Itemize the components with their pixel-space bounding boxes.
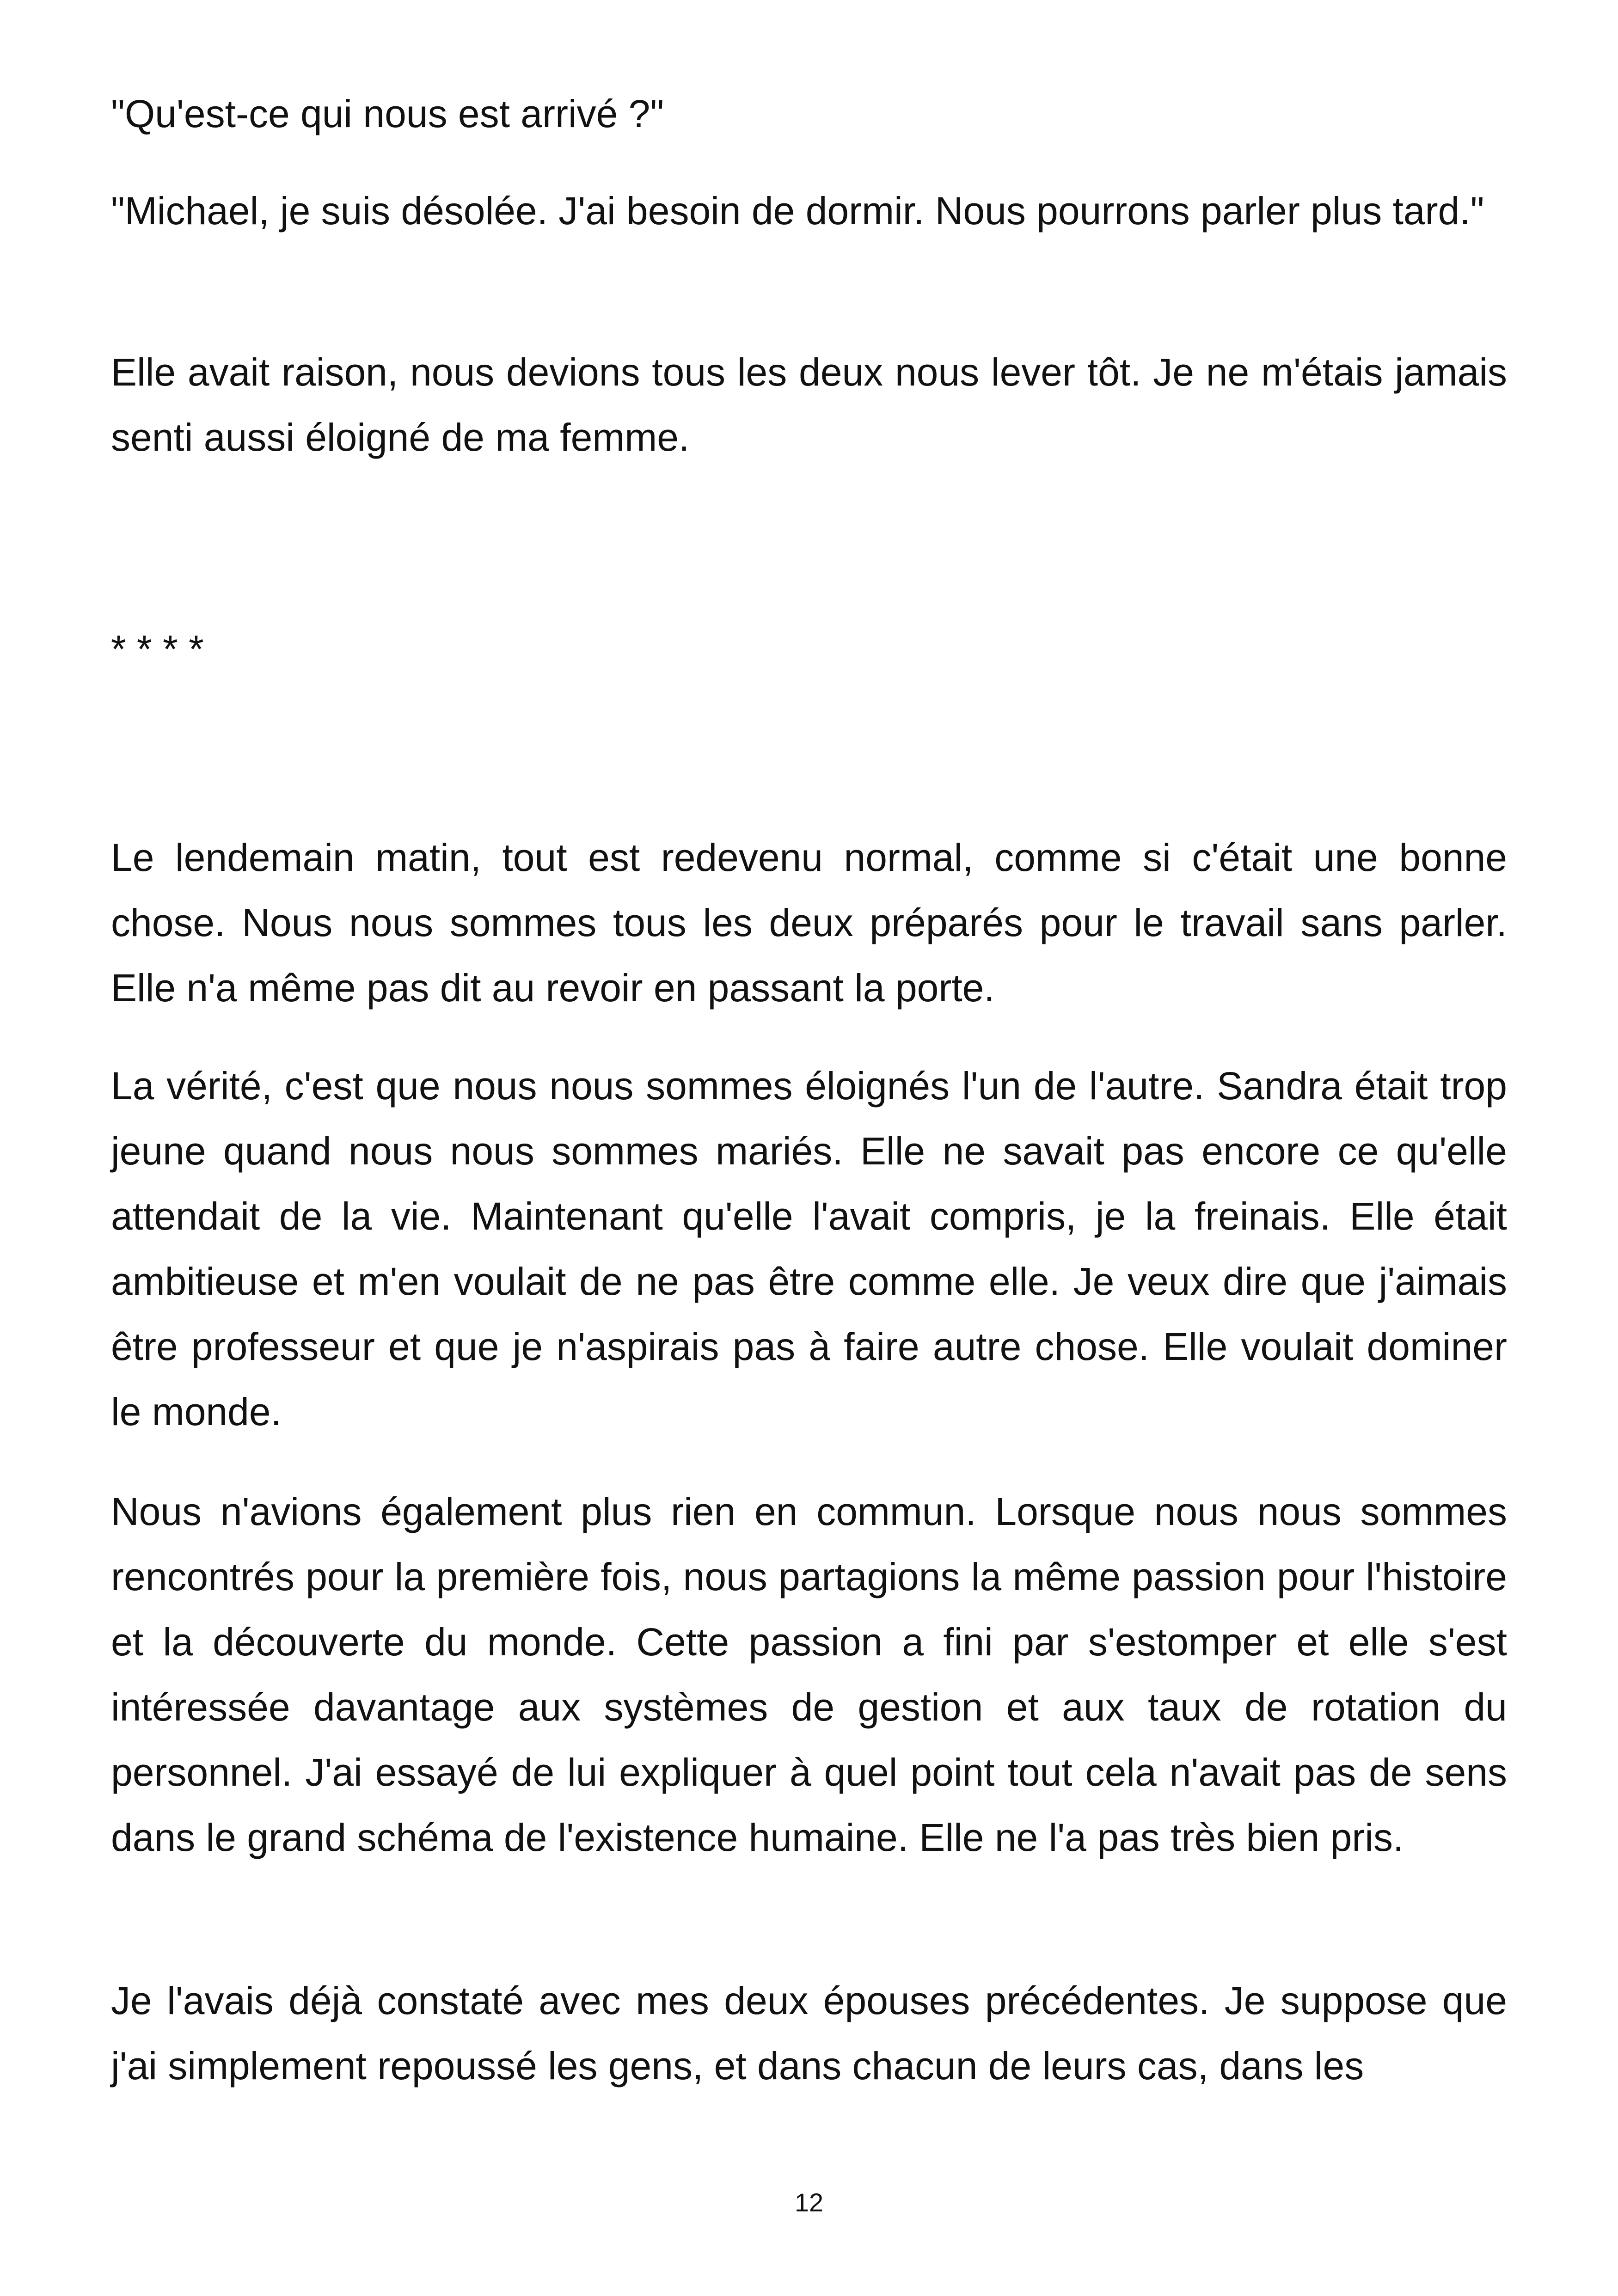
paragraph: Le lendemain matin, tout est redevenu normal, comme si c'était une bonne chose. Nous nous sommes tous les deux préparés pour le travail sans parler. Elle n'a même pas dit au revoir en passant la porte. [111, 836, 1507, 1010]
section-separator: * * * * [111, 627, 204, 671]
paragraph: Nous n'avions également plus rien en commun. Lorsque nous nous sommes rencontrés pour la première fois, nous partagions la même passion pour l'histoire et la découverte du monde. Cette passion a fini par s'estomper et elle s'est intéressée davantage aux systèmes de gestion et aux taux de rotation du personnel. J'ai essayé de lui expliquer à quel point tout cela n'avait pas de sens dans le grand schéma de l'existence humaine. Elle ne l'a pas très bien pris. [111, 1490, 1507, 1859]
paragraph: "Michael, je suis désolée. J'ai besoin de dormir. Nous pourrons parler plus tard." [111, 189, 1484, 233]
paragraph: "Qu'est-ce qui nous est arrivé ?" [111, 92, 664, 135]
page-number: 12 [794, 2188, 824, 2217]
paragraph: La vérité, c'est que nous nous sommes éloignés l'un de l'autre. Sandra était trop jeune quand nous nous sommes mariés. Elle ne savait pas encore ce qu'elle attendait de la vie. Maintenant qu'elle l'avait compris, je la freinais. Elle était ambitieuse et m'en voulait de ne pas être comme elle. Je veux dire que j'aimais être professeur et que je n'aspirais pas à faire autre chose. Elle voulait dominer le monde. [111, 1064, 1507, 1433]
paragraph: Elle avait raison, nous devions tous les deux nous lever tôt. Je ne m'étais jamais senti aussi éloigné de ma femme. [111, 350, 1507, 459]
paragraph: Je l'avais déjà constaté avec mes deux épouses précédentes. Je suppose que j'ai simplement repoussé les gens, et dans chacun de leurs cas, dans les [111, 1979, 1507, 2088]
